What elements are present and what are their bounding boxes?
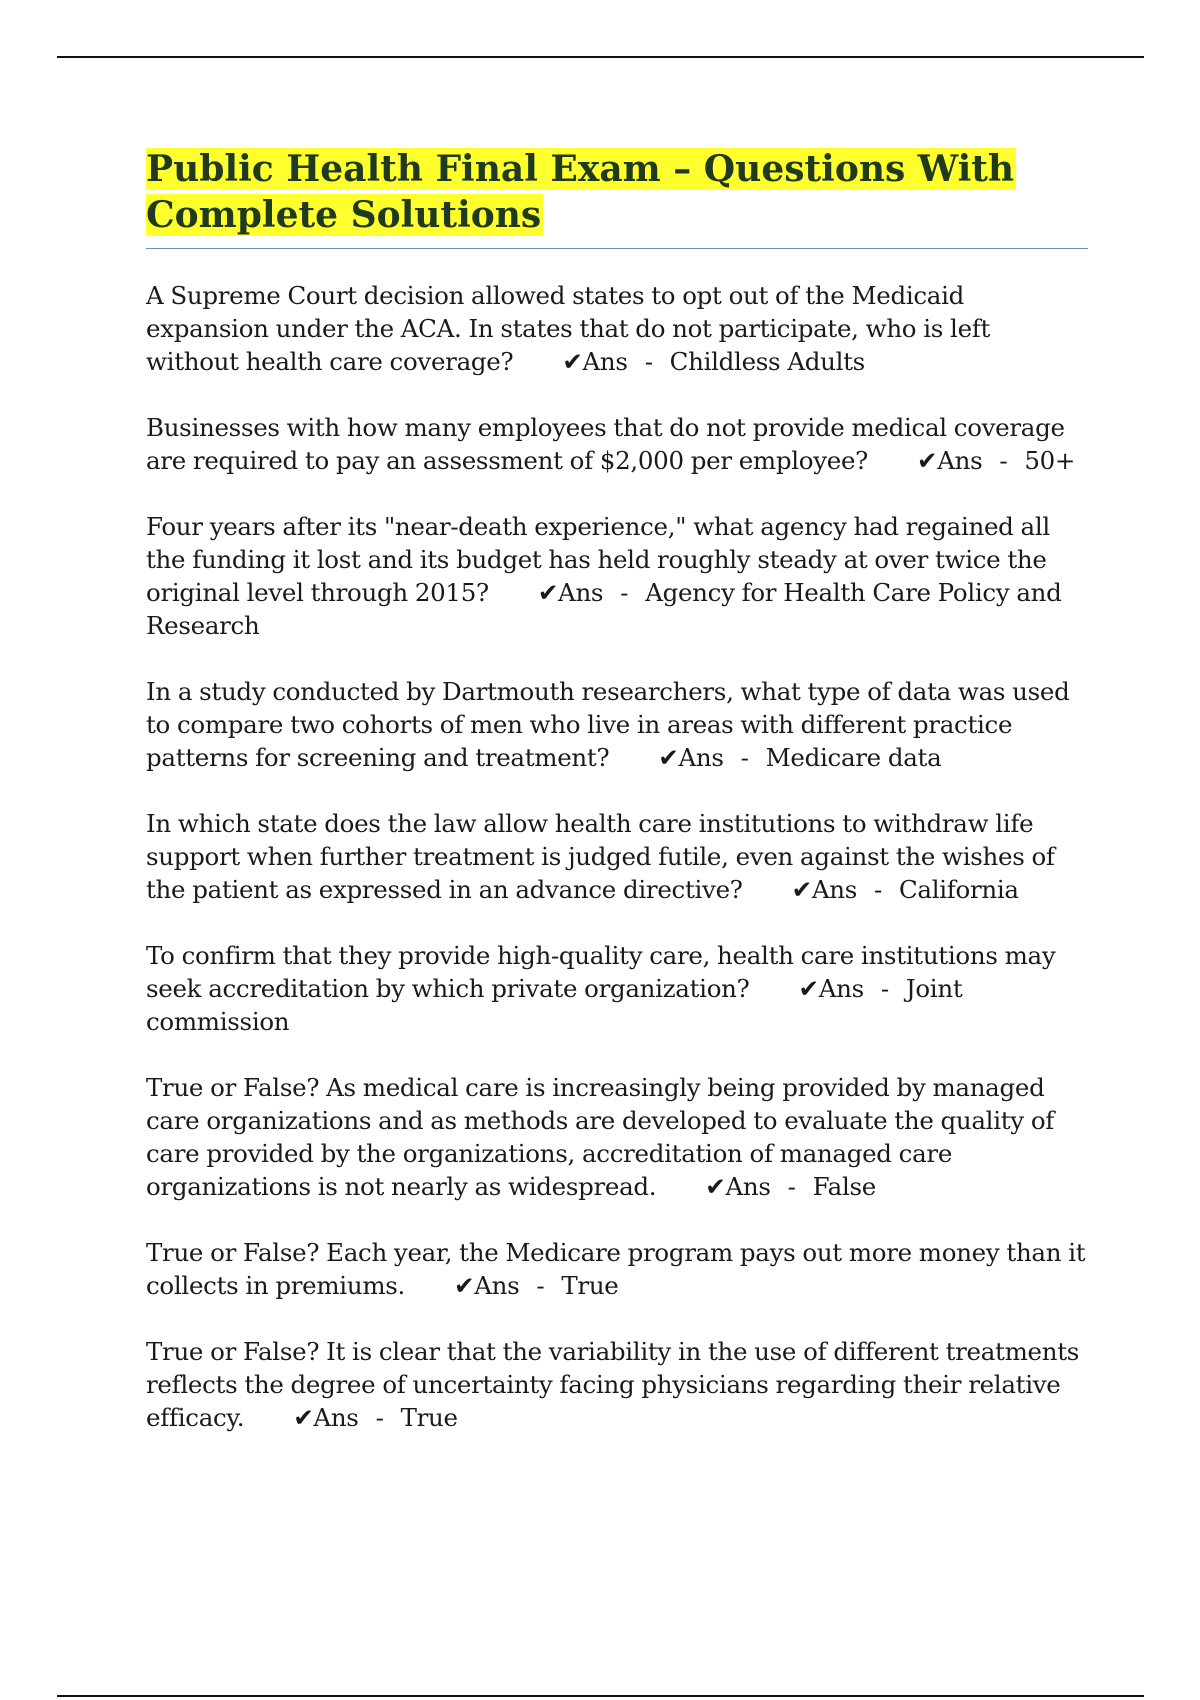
answer-text: True — [561, 1271, 619, 1300]
answer-text: 50+ — [1024, 446, 1076, 475]
answer-separator: - — [787, 1172, 796, 1201]
answer-label: ✔Ans — [791, 875, 857, 904]
question-text: Four years after its "near-death experience," what agency had regained all the funding it lost and its budget has held roughly steady at over twice the original level through 2015? — [146, 512, 1050, 607]
page-bottom-rule — [57, 1695, 1144, 1697]
answer-separator: - — [740, 743, 749, 772]
qa-list — [146, 279, 1088, 1434]
qa-item — [146, 1071, 1088, 1203]
answer-label: ✔Ans — [562, 347, 628, 376]
question-text: True or False? It is clear that the variability in the use of different treatments reflects the degree of uncertainty facing physicians regarding their relative efficacy. — [146, 1337, 1080, 1432]
answer-text: Medicare data — [765, 743, 942, 772]
question-text: To confirm that they provide high-quality care, health care institutions may seek accreditation by which private organization? — [146, 941, 1056, 1003]
qa-item — [146, 1236, 1088, 1302]
answer-label: ✔Ans — [917, 446, 983, 475]
answer-label: ✔Ans — [293, 1403, 359, 1432]
answer-label: ✔Ans — [705, 1172, 771, 1201]
qa-item — [146, 939, 1088, 1038]
answer-label: ✔Ans — [798, 974, 864, 1003]
answer-separator: - — [375, 1403, 384, 1432]
document-body — [146, 146, 1088, 1467]
qa-item — [146, 279, 1088, 378]
answer-label: ✔Ans — [537, 578, 604, 607]
page-top-rule — [57, 56, 1144, 58]
title-line-2: Complete Solutions — [146, 194, 542, 236]
answer-separator: - — [536, 1271, 545, 1300]
answer-text: California — [898, 875, 1019, 904]
answer-label: ✔Ans — [658, 743, 724, 772]
answer-label: ✔Ans — [454, 1271, 520, 1300]
qa-item — [146, 510, 1088, 642]
question-text: Businesses with how many employees that do not provide medical coverage are required to pay an assessment of $2,000 per employee? — [146, 413, 1065, 475]
answer-separator: - — [620, 578, 629, 607]
question-text: True or False? As medical care is increasingly being provided by managed care organizations and as methods are developed to evaluate the quality of care provided by the organizations, accreditation of managed care organizations is not nearly as widespread. — [146, 1073, 1055, 1201]
qa-item — [146, 411, 1088, 477]
answer-separator: - — [880, 974, 889, 1003]
answer-text: False — [812, 1172, 876, 1201]
answer-separator: - — [873, 875, 882, 904]
title-line-1: Public Health Final Exam – Questions With — [146, 148, 1015, 190]
question-text: A Supreme Court decision allowed states to opt out of the Medicaid expansion under the ACA. In states that do not participate, who is left without health care coverage? — [146, 281, 991, 376]
question-text: True or False? Each year, the Medicare program pays out more money than it collects in premiums. — [146, 1238, 1086, 1300]
qa-item — [146, 675, 1088, 774]
question-text: In which state does the law allow health care institutions to withdraw life support when further treatment is judged futile, even against the wishes of the patient as expressed in an advance directive? — [146, 809, 1055, 904]
qa-item — [146, 1335, 1088, 1434]
document-title — [146, 146, 1088, 238]
answer-separator: - — [999, 446, 1008, 475]
answer-separator: - — [644, 347, 653, 376]
qa-item — [146, 807, 1088, 906]
answer-text: True — [400, 1403, 458, 1432]
answer-text: Agency for Health Care Policy and Research — [146, 578, 1062, 640]
question-text: In a study conducted by Dartmouth researchers, what type of data was used to compare two cohorts of men who live in areas with different practice patterns for screening and treatment? — [146, 677, 1070, 772]
answer-text: Joint commission — [146, 974, 963, 1036]
answer-text: Childless Adults — [669, 347, 865, 376]
title-underline — [146, 248, 1088, 249]
